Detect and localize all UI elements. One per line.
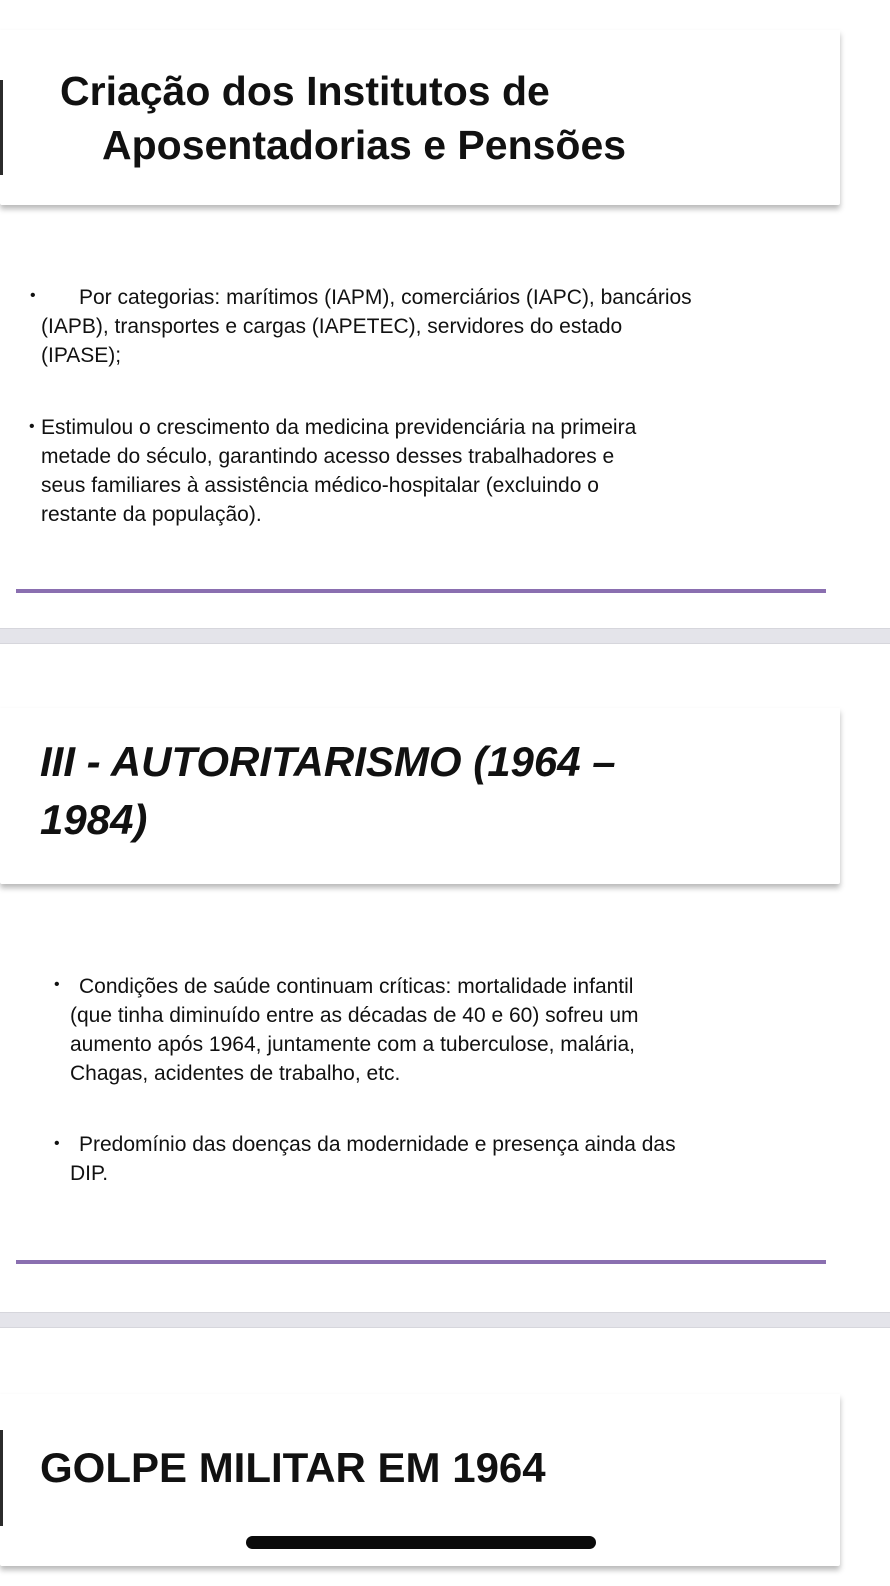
slide-2-title-line-1: III - AUTORITARISMO (1964 – bbox=[40, 738, 616, 785]
bullet-line: Condições de saúde continuam críticas: mortalidade infantil bbox=[79, 975, 634, 998]
slide-2[interactable] bbox=[0, 646, 890, 1306]
bullet-line: seus familiares à assistência médico-hospitalar (excluindo o bbox=[41, 474, 599, 497]
bullet-marker: • bbox=[30, 287, 36, 304]
bullet-line: (IAPB), transportes e cargas (IAPETEC), servidores do estado bbox=[41, 315, 623, 338]
title-accent-bar bbox=[0, 80, 3, 175]
slide-2-divider bbox=[16, 1260, 826, 1264]
bullet-line: (IPASE); bbox=[41, 344, 122, 367]
slide-2-title-line-2: 1984) bbox=[40, 796, 148, 843]
bullet-marker: • bbox=[54, 1135, 60, 1152]
slide-3-title: GOLPE MILITAR EM 1964 bbox=[40, 1444, 546, 1491]
bullet-marker: • bbox=[29, 418, 35, 435]
slide-1-divider bbox=[16, 589, 826, 593]
slide-2-title-box bbox=[0, 708, 840, 884]
slide-1-title-box bbox=[0, 30, 840, 205]
bullet-line: restante da população). bbox=[41, 503, 262, 526]
bullet-line: metade do século, garantindo acesso desses trabalhadores e bbox=[41, 445, 615, 468]
bullet-line: Estimulou o crescimento da medicina previdenciária na primeira bbox=[41, 416, 637, 439]
slide-separator bbox=[0, 1312, 890, 1328]
title-accent-bar bbox=[0, 1430, 3, 1526]
bullet-line: Por categorias: marítimos (IAPM), comerciários (IAPC), bancários bbox=[79, 286, 692, 309]
slide-1-title-line-2: Aposentadorias e Pensões bbox=[102, 122, 627, 168]
slide-1-title-line-1: Criação dos Institutos de bbox=[60, 68, 550, 114]
slide-separator bbox=[0, 628, 890, 644]
bullet-line: Predomínio das doenças da modernidade e presença ainda das bbox=[79, 1133, 676, 1156]
slide-1[interactable] bbox=[0, 0, 890, 622]
bullet-line: DIP. bbox=[70, 1162, 109, 1185]
bullet-line: aumento após 1964, juntamente com a tuberculose, malária, bbox=[70, 1033, 636, 1056]
home-indicator[interactable] bbox=[246, 1536, 596, 1549]
bullet-marker: • bbox=[54, 976, 60, 993]
bullet-line: (que tinha diminuído entre as décadas de 40 e 60) sofreu um bbox=[70, 1004, 639, 1027]
bullet-line: Chagas, acidentes de trabalho, etc. bbox=[70, 1062, 401, 1085]
